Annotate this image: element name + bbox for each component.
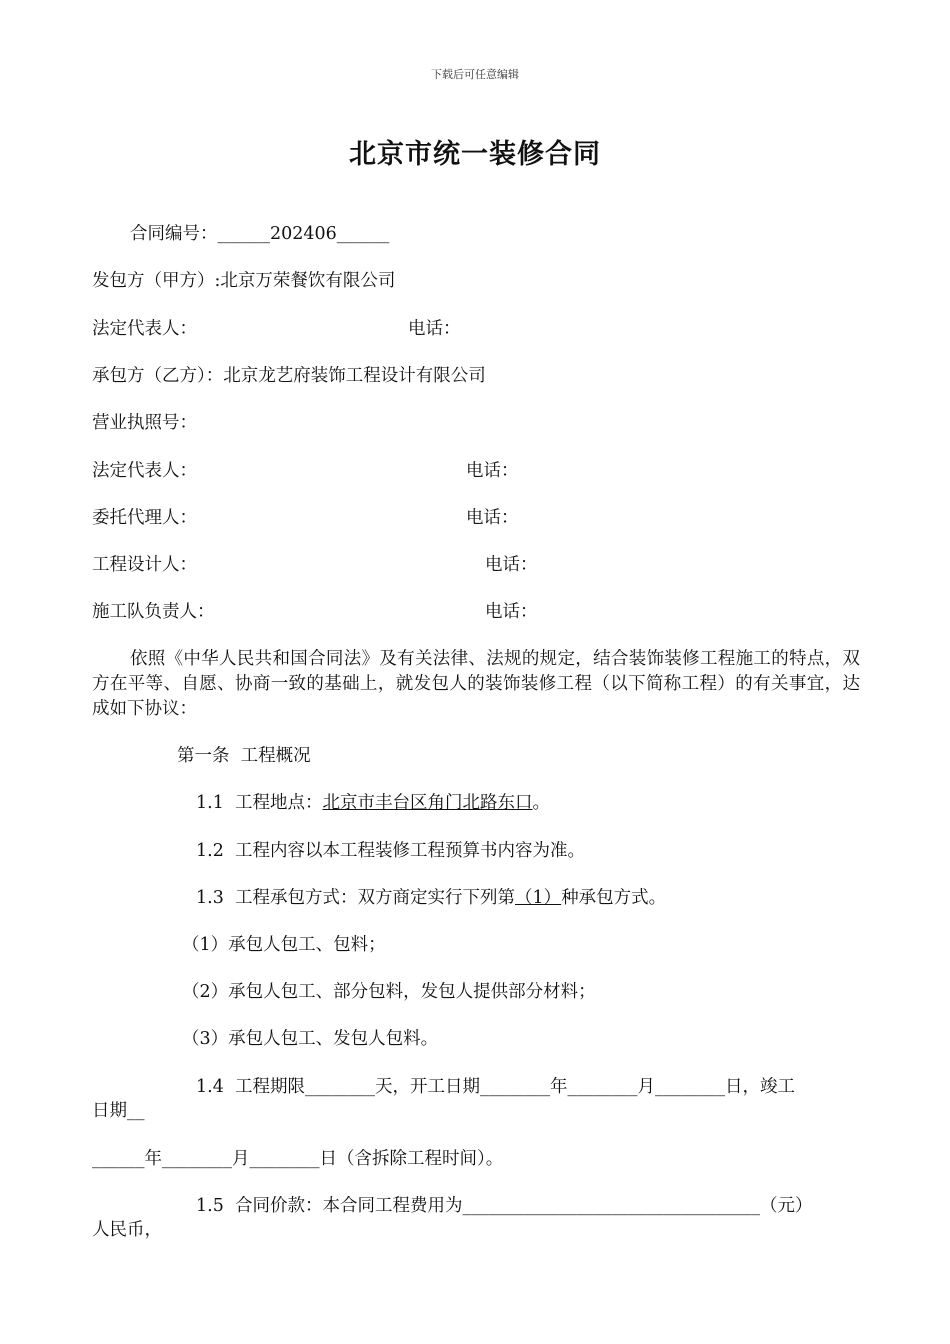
crew-lead-phone-label: 电话： xyxy=(485,602,538,622)
header-note: 下载后可任意编辑 xyxy=(431,68,519,81)
clause-1-5-line-1: 1.5 合同价款：本合同工程费用为__________________________________（元） xyxy=(196,1196,813,1216)
project-location: 北京市丰台区角门北路东口 xyxy=(322,793,533,813)
clause-1-5-line-2: 人民币， xyxy=(92,1220,162,1240)
clause-1-3-prefix: 1.3 工程承包方式：双方商定实行下列第 xyxy=(196,888,515,908)
clause-1-4-line-3: ______年________月________日（含拆除工程时间）。 xyxy=(92,1149,504,1169)
contract-title: 北京市统一装修合同 xyxy=(349,139,601,170)
party-a-rep-label: 法定代表人： xyxy=(92,319,197,339)
party-a-phone-label: 电话： xyxy=(408,319,461,339)
party-b-name: 北京龙艺府装饰工程设计有限公司 xyxy=(223,366,486,386)
intro-paragraph: 依照《中华人民共和国合同法》及有关法律、法规的规定，结合装饰装修工程施工的特点，双方在平等、自愿、协商一致的基础上，就发包人的装饰装修工程（以下简称工程）的有关事宜，达成如下协议： xyxy=(92,649,860,719)
article-1-heading: 第一条 工程概况 xyxy=(177,746,311,766)
party-b-line xyxy=(92,365,486,387)
option-1: （1）承包人包工、包料； xyxy=(182,935,386,955)
crew-lead-label: 施工队负责人： xyxy=(92,602,215,622)
party-b-rep-label: 法定代表人： xyxy=(92,461,197,481)
clause-1-2: 1.2 工程内容以本工程装修工程预算书内容为准。 xyxy=(196,841,585,861)
designer-phone-label: 电话： xyxy=(485,555,538,575)
clause-1-1-suffix: 。 xyxy=(532,793,550,813)
agent-label: 委托代理人： xyxy=(92,508,197,528)
party-b-label: 承包方（乙方）： xyxy=(92,366,224,386)
party-a-line xyxy=(92,270,395,292)
clause-1-4-line-2: 日期__ xyxy=(92,1101,145,1121)
clause-1-3 xyxy=(196,887,666,909)
clause-1-1-prefix: 1.1 工程地点： xyxy=(196,793,323,813)
clause-1-4-line-1: 1.4 工程期限________天，开工日期________年________月________日，竣工 xyxy=(196,1077,795,1097)
contract-number-line xyxy=(130,223,389,245)
party-b-phone-label: 电话： xyxy=(466,461,519,481)
agent-phone-label: 电话： xyxy=(466,508,519,528)
designer-label: 工程设计人： xyxy=(92,555,197,575)
option-3: （3）承包人包工、发包人包料。 xyxy=(182,1029,439,1049)
option-2: （2）承包人包工、部分包料，发包人提供部分材料； xyxy=(182,982,596,1002)
clause-1-3-suffix: 种承包方式。 xyxy=(561,888,667,908)
party-a-label: 发包方（甲方）: xyxy=(92,271,221,291)
contract-mode-choice: （1） xyxy=(514,888,562,908)
party-a-name: 北京万荣餐饮有限公司 xyxy=(220,271,396,291)
contract-number-value: ______202406______ xyxy=(217,224,390,244)
license-label: 营业执照号： xyxy=(92,413,197,433)
clause-1-1 xyxy=(196,792,550,814)
contract-number-label: 合同编号： xyxy=(130,224,218,244)
